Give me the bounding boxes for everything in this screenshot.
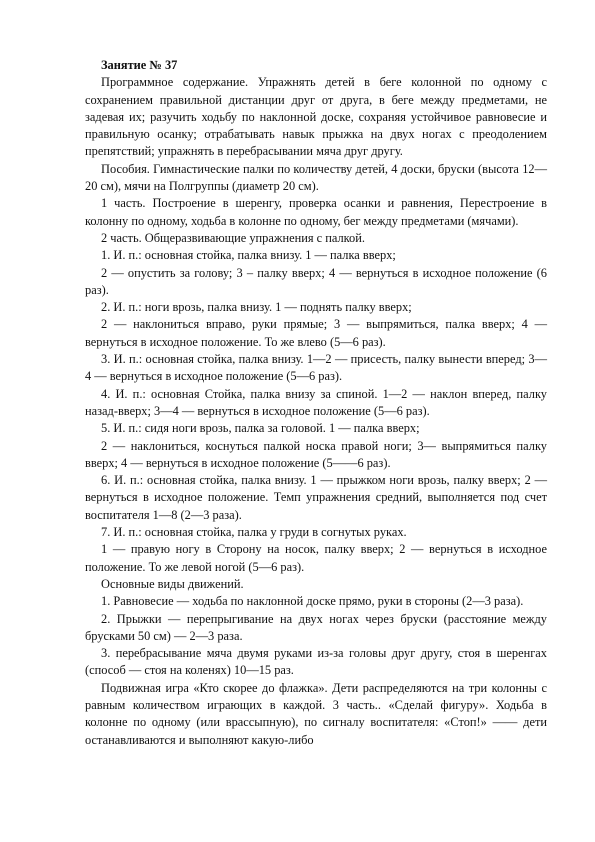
paragraph: 2 — наклониться вправо, руки прямые; 3 — выпрямиться, палка вверх; 4 — вернуться в исходное положение. То же влево (5—6 раз). <box>85 317 547 349</box>
paragraph: 3. И. п.: основная стойка, палка внизу. 1—2 — присесть, палку вынести вперед; 3—4 — вернуться в исходное положение (5—6 раз). <box>85 352 547 384</box>
paragraph: 1 — правую ногу в Сторону на носок, палку вверх; 2 — вернуться в исходное положение. То же левой ногой (5—6 раз). <box>85 542 547 574</box>
paragraph: 3. перебрасывание мяча двумя руками из-за головы друг другу, стоя в шеренгах (способ — стоя на коленях) 10—15 раз. <box>85 646 547 678</box>
paragraph: 7. И. п.: основная стойка, палка у груди в согнутых руках. <box>101 525 407 540</box>
paragraph: 2. И. п.: ноги врозь, палка внизу. 1 — поднять палку вверх; <box>101 300 412 315</box>
paragraph: Подвижная игра «Кто скорее до флажка». Дети распределяются на три колонны с равным количеством играющих в каждой. 3 часть.. «Сделай фигуру». Ходьба в колонне по одному (или врассыпную), по сигналу воспитателя: «Стоп!» —— дети останавливаются и выполняют какую-либо <box>85 680 547 747</box>
paragraph: Пособия. Гимнастические палки по количеству детей, 4 доски, бруски (высота 12—20 см), мячи на Полгруппы (диаметр 20 см). <box>85 161 547 194</box>
paragraph: 5. И. п.: сидя ноги врозь, палка за головой. 1 — палка вверх; <box>101 421 420 436</box>
paragraph: 2 часть. Общеразвивающие упражнения с палкой. <box>101 230 365 245</box>
lesson-title: Занятие № 37 <box>101 58 178 72</box>
paragraph: 1 часть. Построение в шеренгу, проверка осанки и равнения, Перестроение в колонну по одному, ходьба в колонне по одному, бег между предметами (мячами). <box>85 196 547 228</box>
document-body <box>85 57 547 749</box>
paragraph: Основные виды движений. <box>101 576 244 591</box>
paragraph: Программное содержание. Упражнять детей в беге колонной по одному с сохранением правильной дистанции друг от друга, в беге между предметами, не задевая их; разучить ходьбу по наклонной доске, сохраняя устойчивое равновесие и правильную осанку; отрабатывать навык прыжка на двух ногах с преодолением препятствий; упражнять в перебрасывании мяча друг другу. <box>85 75 547 159</box>
paragraph: 2 — наклониться, коснуться палкой носка правой ноги; 3— выпрямиться палку вверх; 4 — вернуться в исходное положение (5——6 раз). <box>85 438 547 470</box>
paragraph-list <box>85 74 547 749</box>
paragraph: 1. И. п.: основная стойка, палка внизу. 1 — палка вверх; <box>101 248 396 263</box>
paragraph: 1. Равновесие — ходьба по наклонной доске прямо, руки в стороны (2—3 раза). <box>101 594 524 609</box>
paragraph: 2. Прыжки — перепрыгивание на двух ногах через бруски (расстояние между брусками 50 см) — 2—3 раза. <box>85 611 547 643</box>
paragraph: 4. И. п.: основная Стойка, палка внизу за спиной. 1—2 — наклон вперед, палку назад-вверх; 3—4 — вернуться в исходное положение (5—6 раз). <box>85 386 547 418</box>
paragraph: 6. И. п.: основная стойка, палка внизу. 1 — прыжком ноги врозь, палку вверх; 2 — вернуться в исходное положение. Темп упражнения средний, выполняется под счет воспитателя 1—8 (2—3 раза). <box>85 473 547 522</box>
paragraph: 2 — опустить за голову; 3 – палку вверх; 4 — вернуться в исходное положение (6 раз). <box>85 265 547 297</box>
